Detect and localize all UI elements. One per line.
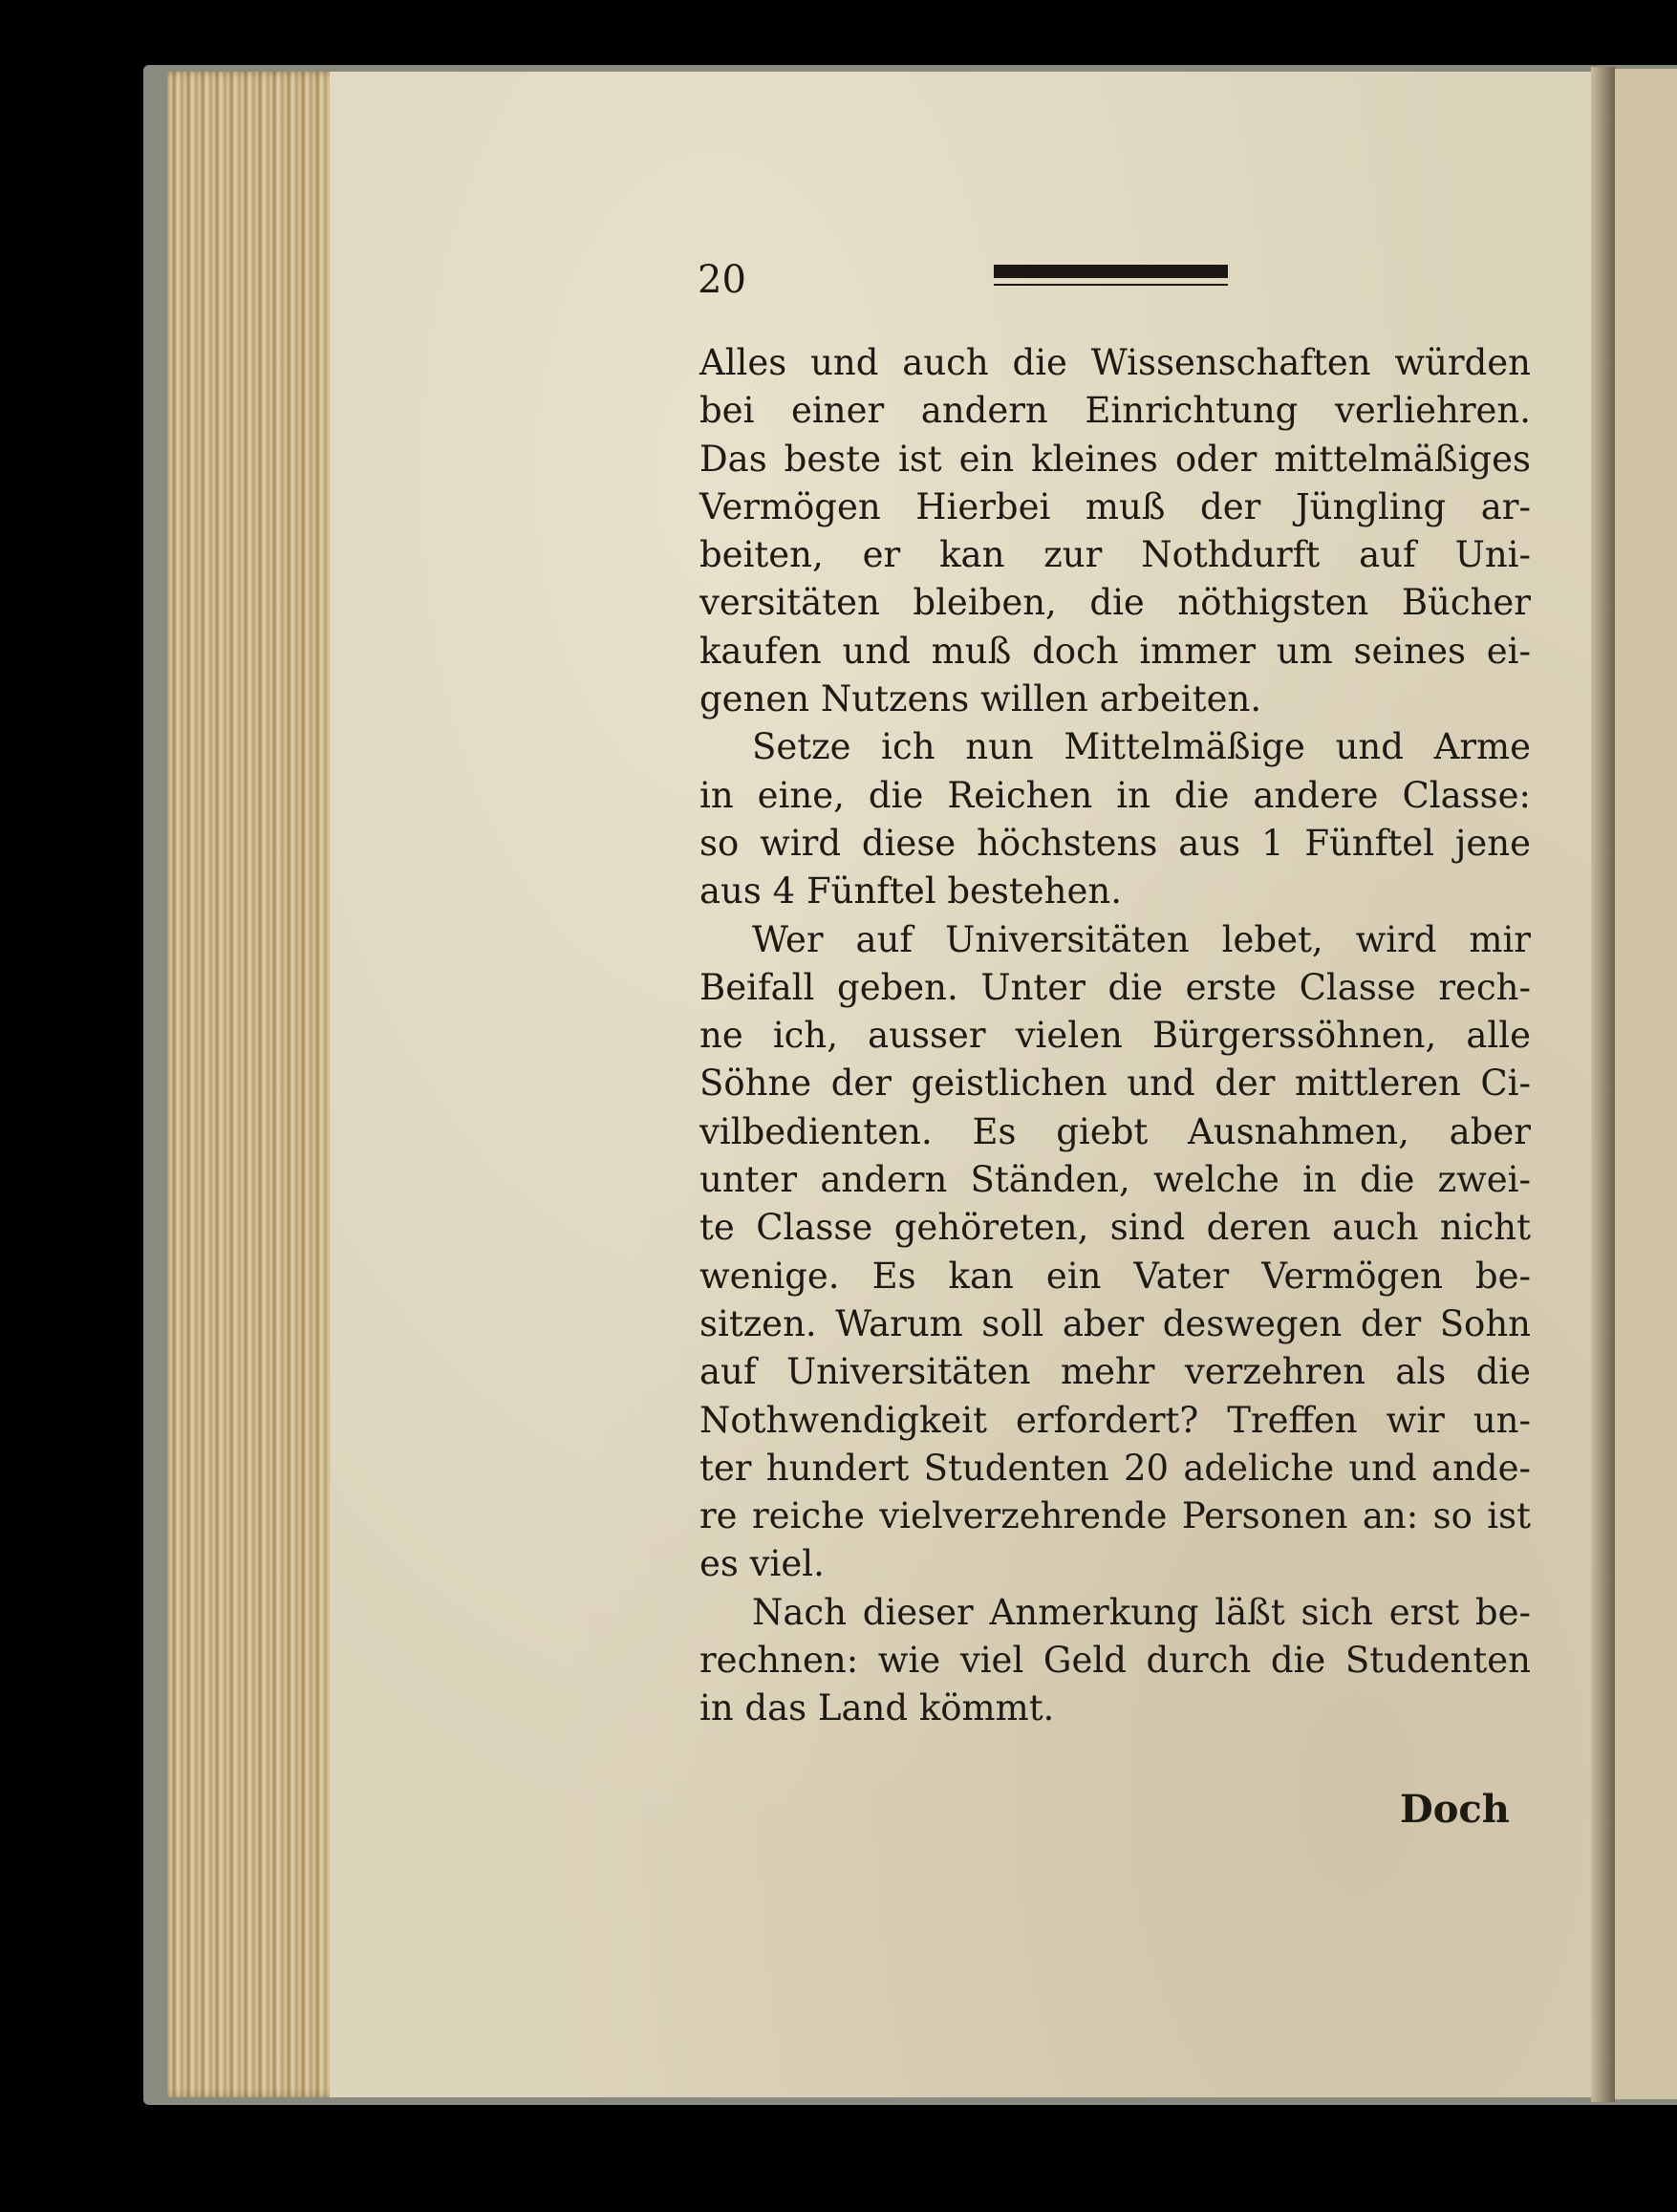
text-line: ter hundert Studenten 20 adeliche und ande- xyxy=(699,1447,1531,1489)
text-line: vilbedienten. Es giebt Ausnahmen, aber xyxy=(699,1110,1531,1152)
header-thin-rule xyxy=(994,284,1228,286)
text-line: auf Universitäten mehr verzehren als die xyxy=(699,1351,1531,1393)
text-line: ne ich, ausser vielen Bürgerssöhnen, alle xyxy=(699,1015,1531,1057)
page-number: 20 xyxy=(698,258,746,302)
text-line: wenige. Es kan ein Vater Vermögen be- xyxy=(699,1255,1531,1297)
text-line: rechnen: wie viel Geld durch die Studenten xyxy=(699,1640,1531,1682)
text-line: Söhne der geistlichen und der mittleren Ci- xyxy=(699,1063,1531,1105)
text-line: te Classe gehöreten, sind deren auch nicht xyxy=(699,1207,1531,1249)
text-line: Nothwendigkeit erfordert? Treffen wir un- xyxy=(699,1399,1531,1441)
text-line: beiten, er kan zur Nothdurft auf Uni- xyxy=(699,534,1531,576)
text-line: Das beste ist ein kleines oder mittelmäßiges xyxy=(699,438,1531,480)
body-text xyxy=(699,339,1531,1733)
page-edges xyxy=(167,72,344,2097)
text-line: unter andern Ständen, welche in die zwei- xyxy=(699,1159,1531,1201)
text-line: bei einer andern Einrichtung verliehren. xyxy=(699,390,1531,432)
text-line: sitzen. Warum soll aber deswegen der Sohn xyxy=(699,1302,1531,1344)
text-line: aus 4 Fünftel bestehen. xyxy=(699,870,1122,913)
catchword: Doch xyxy=(1400,1787,1510,1832)
facing-page-edge xyxy=(1615,69,1677,2099)
text-line: Beifall geben. Unter die erste Classe rech- xyxy=(699,966,1531,1008)
text-line: re reiche vielverzehrende Personen an: so ist xyxy=(699,1495,1531,1537)
text-line: kaufen und muß doch immer um seines ei- xyxy=(699,630,1531,672)
text-line: Nach dieser Anmerkung läßt sich erst be- xyxy=(752,1591,1531,1633)
text-line: versitäten bleiben, die nöthigsten Bücher xyxy=(699,582,1531,624)
text-line: Setze ich nun Mittelmäßige und Arme xyxy=(752,726,1531,768)
book-gutter xyxy=(1591,67,1615,2102)
header-ornament-rule xyxy=(994,265,1228,278)
text-line: Alles und auch die Wissenschaften würden xyxy=(699,342,1531,383)
text-line: genen Nutzens willen arbeiten. xyxy=(699,678,1262,720)
text-line: so wird diese höchstens aus 1 Fünftel jene xyxy=(699,822,1531,864)
text-line: es viel. xyxy=(699,1543,825,1585)
text-line: in das Land kömmt. xyxy=(699,1687,1055,1729)
text-line: Vermögen Hierbei muß der Jüngling ar- xyxy=(699,485,1531,527)
text-line: Wer auf Universitäten lebet, wird mir xyxy=(752,918,1531,960)
text-line: in eine, die Reichen in die andere Classe: xyxy=(699,774,1531,816)
